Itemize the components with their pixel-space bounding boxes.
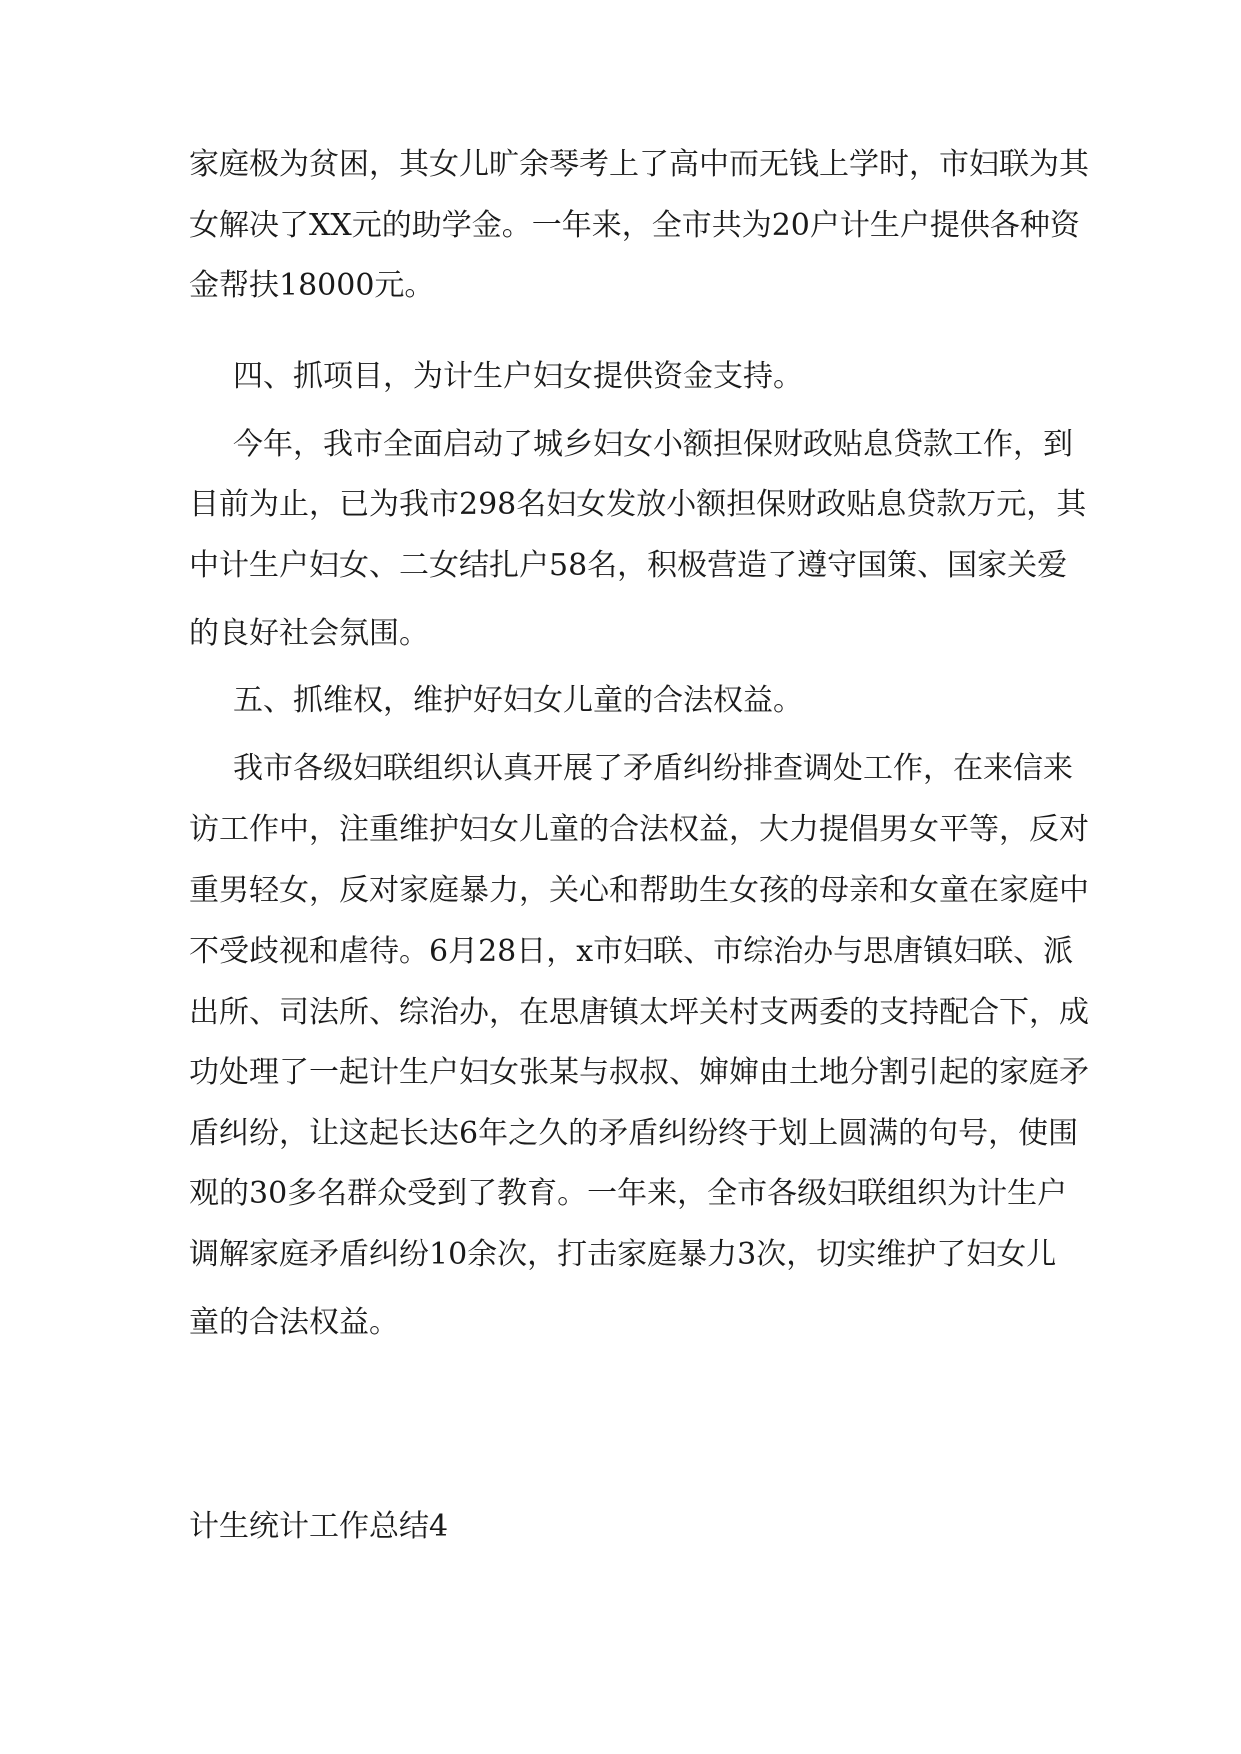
paragraph-line: 的良好社会氛围。 — [189, 616, 429, 651]
paragraph-line: 重男轻女，反对家庭暴力，关心和帮助生女孩的母亲和女童在家庭中 — [189, 873, 1089, 908]
paragraph-line: 中计生户妇女、二女结扎户58名，积极营造了遵守国策、国家关爱 — [189, 548, 1068, 583]
paragraph-line: 盾纠纷，让这起长达6年之久的矛盾纠纷终于划上圆满的句号，使围 — [189, 1116, 1079, 1151]
paragraph-line: 女解决了XX元的助学金。一年来，全市共为20户计生户提供各种资 — [189, 208, 1080, 243]
paragraph-line: 功处理了一起计生户妇女张某与叔叔、婶婶由土地分割引起的家庭矛 — [189, 1055, 1089, 1090]
paragraph-line: 家庭极为贫困，其女儿旷余琴考上了高中而无钱上学时，市妇联为其 — [189, 147, 1089, 182]
paragraph-line: 童的合法权益。 — [189, 1305, 399, 1340]
paragraph-line: 出所、司法所、综治办，在思唐镇太坪关村支两委的支持配合下，成 — [189, 995, 1089, 1030]
section-heading: 四、抓项目，为计生户妇女提供资金支持。 — [233, 359, 803, 394]
paragraph-line: 目前为止，已为我市298名妇女发放小额担保财政贴息贷款万元，其 — [189, 487, 1087, 522]
paragraph-line: 我市各级妇联组织认真开展了矛盾纠纷排查调处工作，在来信来 — [233, 751, 1073, 786]
paragraph-line: 金帮扶18000元。 — [189, 268, 435, 303]
paragraph-line: 今年，我市全面启动了城乡妇女小额担保财政贴息贷款工作，到 — [233, 427, 1073, 462]
paragraph-line: 访工作中，注重维护妇女儿童的合法权益，大力提倡男女平等，反对 — [189, 812, 1089, 847]
paragraph-line: 不受歧视和虐待。6月28日，x市妇联、市综治办与思唐镇妇联、派 — [189, 934, 1074, 969]
paragraph-line: 观的30多名群众受到了教育。一年来，全市各级妇联组织为计生户 — [189, 1176, 1068, 1211]
section-heading: 五、抓维权，维护好妇女儿童的合法权益。 — [233, 683, 803, 718]
document-title: 计生统计工作总结4 — [189, 1509, 449, 1544]
paragraph-line: 调解家庭矛盾纠纷10余次，打击家庭暴力3次，切实维护了妇女儿 — [189, 1237, 1057, 1272]
